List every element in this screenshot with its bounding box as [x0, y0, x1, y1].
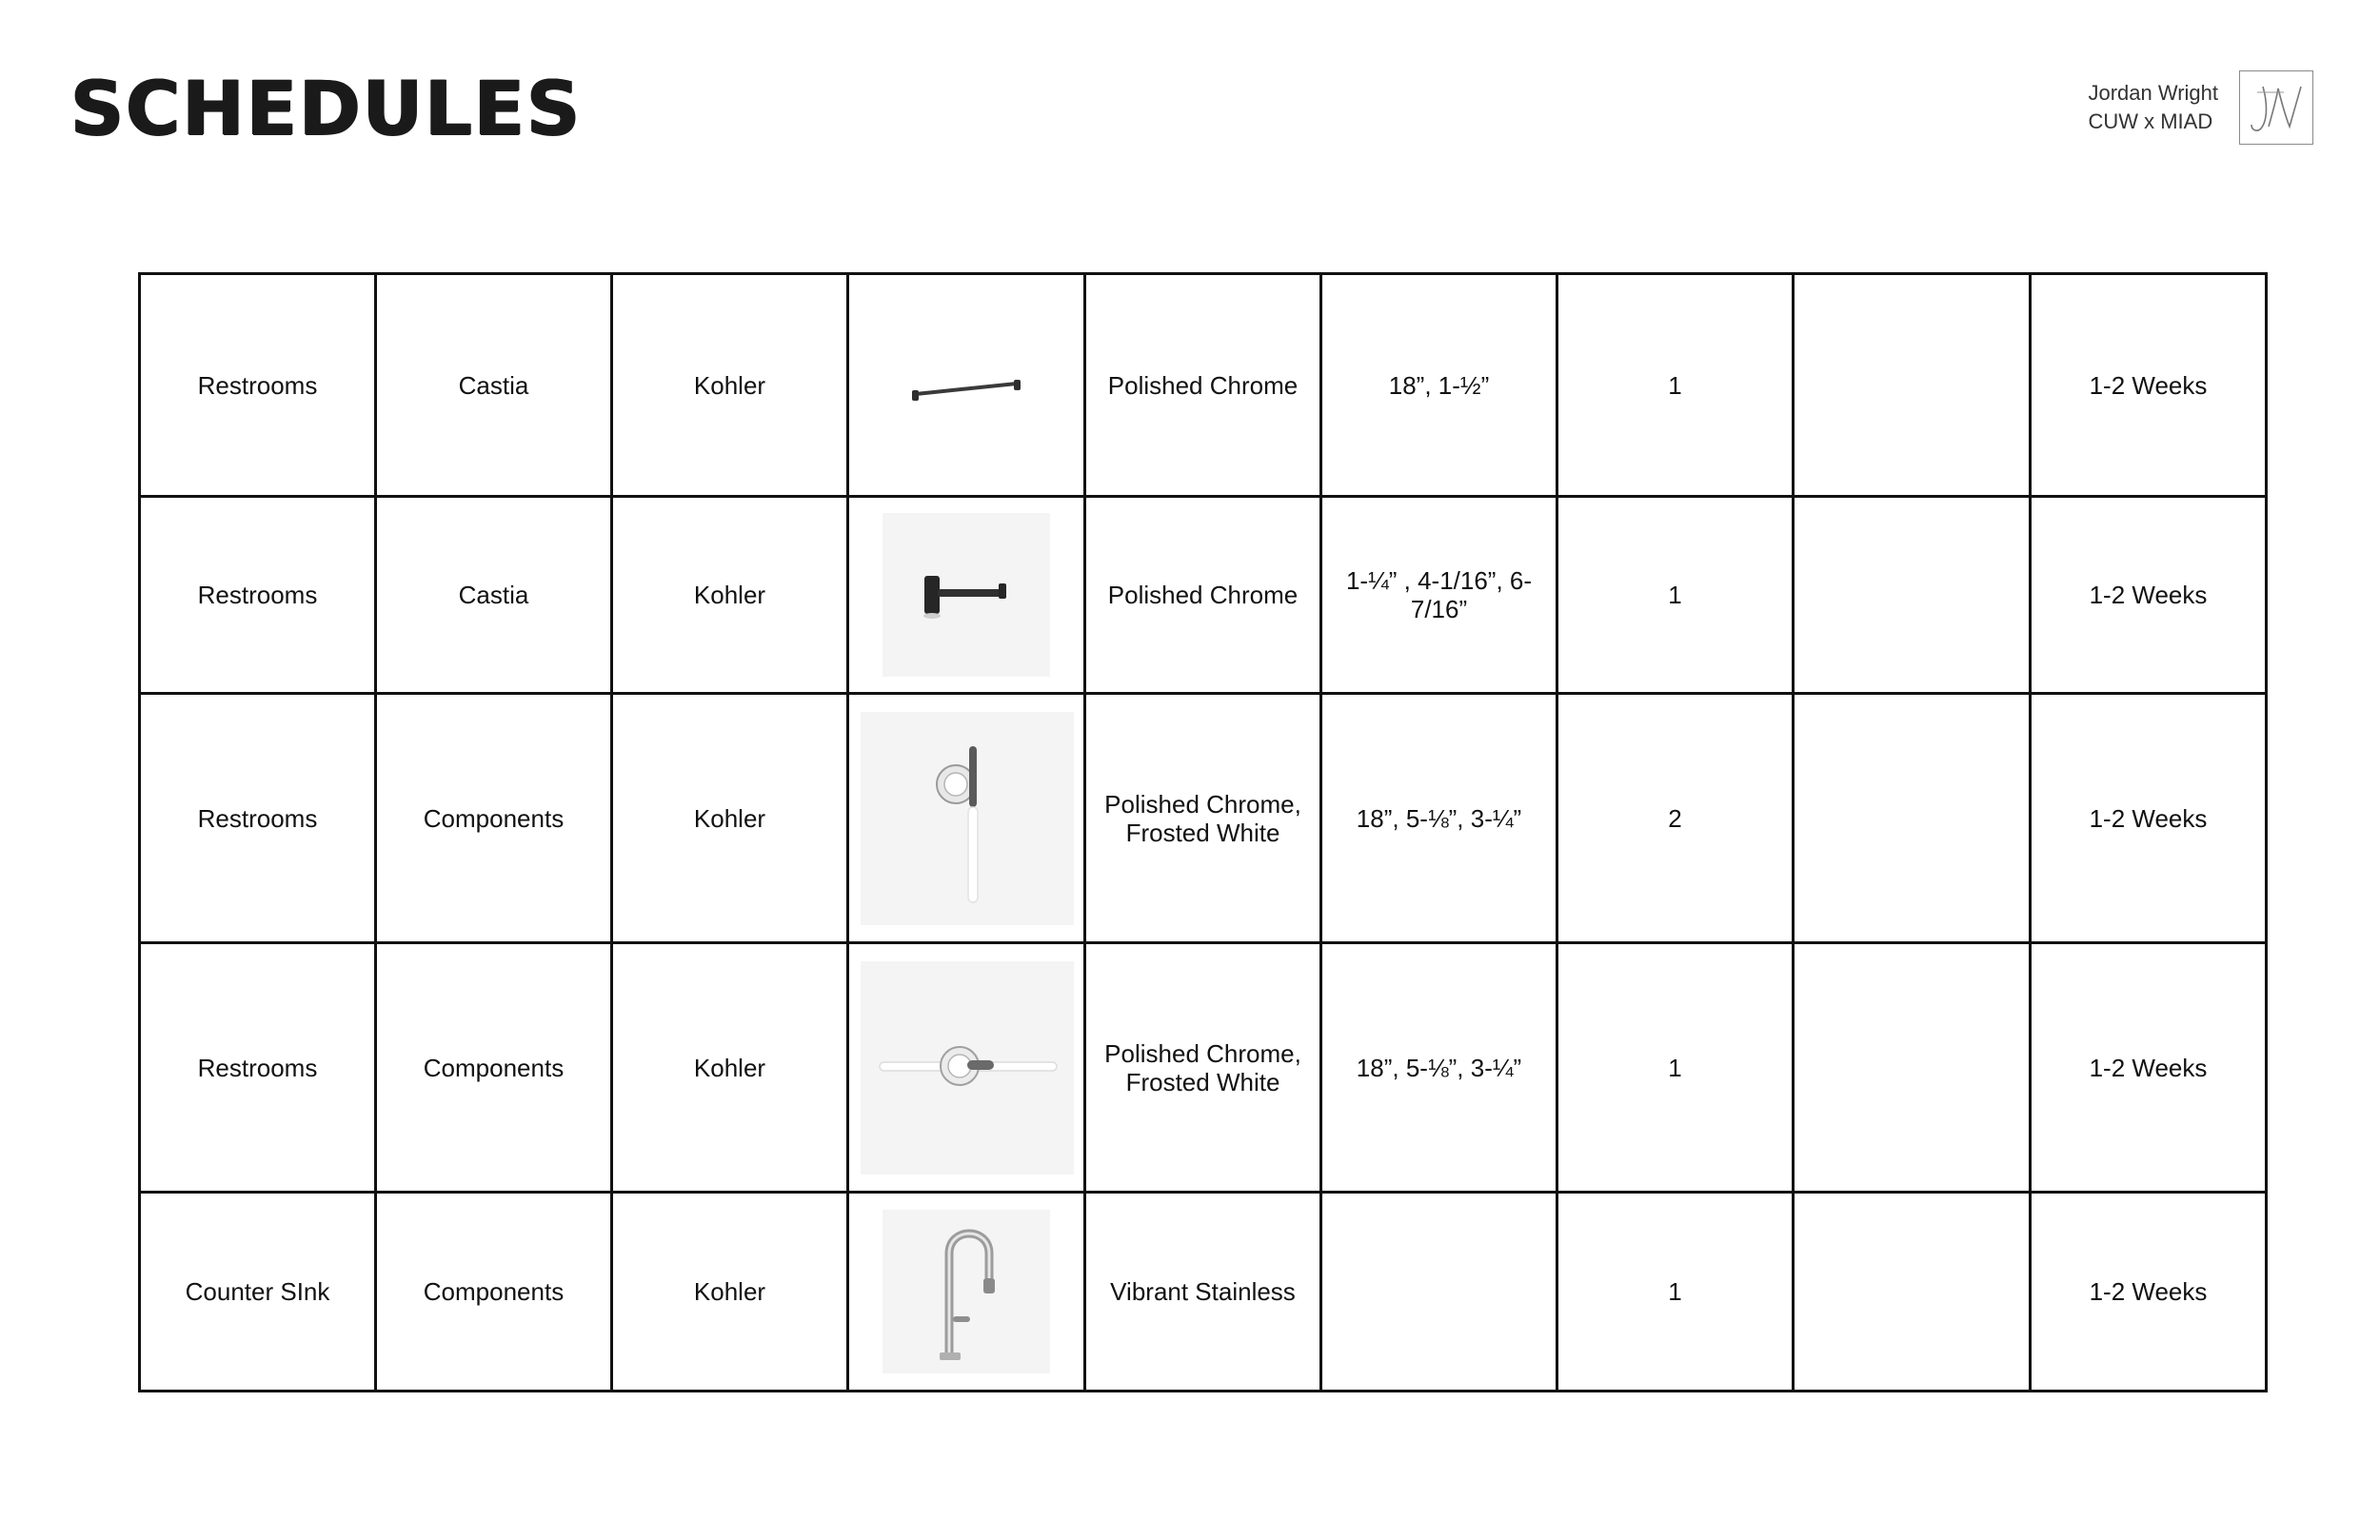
- dimensions-cell: 1-¼” , 4-1/16”, 6-7/16”: [1321, 497, 1557, 694]
- credit-text: [2088, 79, 2218, 136]
- finish-cell: Polished Chrome, Frosted White: [1085, 694, 1321, 943]
- finish-cell: Polished Chrome, Frosted White: [1085, 943, 1321, 1193]
- manufacturer-cell: Kohler: [612, 943, 848, 1193]
- lead-time-cell: 1-2 Weeks: [2031, 943, 2267, 1193]
- author-name: Jordan Wright: [2088, 81, 2218, 105]
- image-cell: [848, 497, 1085, 694]
- towel-bar-icon: [895, 357, 1038, 414]
- dimensions-cell: [1321, 1193, 1557, 1392]
- notes-cell: [1794, 943, 2031, 1193]
- manufacturer-cell: Kohler: [612, 274, 848, 497]
- manufacturer-cell: Kohler: [612, 694, 848, 943]
- page-title: SCHEDULES: [70, 67, 583, 152]
- notes-cell: [1794, 1193, 2031, 1392]
- image-cell: [848, 694, 1085, 943]
- table-row: [140, 274, 2267, 497]
- notes-cell: [1794, 274, 2031, 497]
- location-cell: Restrooms: [140, 497, 376, 694]
- finish-cell: Polished Chrome: [1085, 497, 1321, 694]
- dimensions-cell: 18”, 1-½”: [1321, 274, 1557, 497]
- dimensions-cell: 18”, 5-⅛”, 3-¼”: [1321, 694, 1557, 943]
- manufacturer-cell: Kohler: [612, 497, 848, 694]
- location-cell: Restrooms: [140, 694, 376, 943]
- finish-cell: Vibrant Stainless: [1085, 1193, 1321, 1392]
- quantity-cell: 1: [1557, 274, 1794, 497]
- location-cell: Counter SInk: [140, 1193, 376, 1392]
- location-cell: Restrooms: [140, 274, 376, 497]
- image-cell: [848, 274, 1085, 497]
- finish-cell: Polished Chrome: [1085, 274, 1321, 497]
- lead-time-cell: 1-2 Weeks: [2031, 1193, 2267, 1392]
- lead-time-cell: 1-2 Weeks: [2031, 694, 2267, 943]
- table-row: [140, 694, 2267, 943]
- quantity-cell: 2: [1557, 694, 1794, 943]
- toilet-paper-holder-icon: [883, 513, 1050, 677]
- table-row: [140, 943, 2267, 1193]
- kitchen-faucet-icon: [883, 1210, 1050, 1373]
- notes-cell: [1794, 694, 2031, 943]
- dimensions-cell: 18”, 5-⅛”, 3-¼”: [1321, 943, 1557, 1193]
- quantity-cell: 1: [1557, 943, 1794, 1193]
- quantity-cell: 1: [1557, 1193, 1794, 1392]
- collection-cell: Components: [376, 694, 612, 943]
- image-cell: [848, 1193, 1085, 1392]
- lead-time-cell: 1-2 Weeks: [2031, 274, 2267, 497]
- notes-cell: [1794, 497, 2031, 694]
- schedule-table: [138, 272, 2268, 1392]
- image-cell: [848, 943, 1085, 1193]
- collection-cell: Components: [376, 943, 612, 1193]
- table-row: [140, 1193, 2267, 1392]
- vertical-sconce-icon: [861, 712, 1074, 925]
- table-row: [140, 497, 2267, 694]
- affiliation: CUW x MIAD: [2088, 109, 2213, 133]
- manufacturer-cell: Kohler: [612, 1193, 848, 1392]
- quantity-cell: 1: [1557, 497, 1794, 694]
- header-credit: [2088, 70, 2313, 145]
- collection-cell: Castia: [376, 497, 612, 694]
- jw-monogram-icon: [2239, 70, 2313, 145]
- location-cell: Restrooms: [140, 943, 376, 1193]
- collection-cell: Components: [376, 1193, 612, 1392]
- horizontal-sconce-icon: [861, 961, 1074, 1175]
- lead-time-cell: 1-2 Weeks: [2031, 497, 2267, 694]
- collection-cell: Castia: [376, 274, 612, 497]
